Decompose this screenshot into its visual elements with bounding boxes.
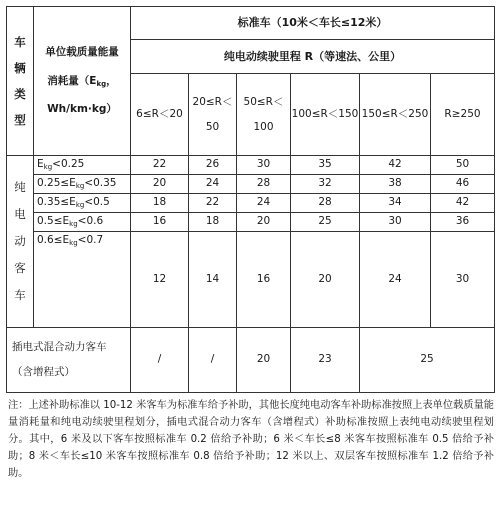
subsidy-value: 12 [131,232,189,328]
range-column-header [431,74,495,156]
energy-range-sub: kg [75,201,85,210]
subsidy-value: 18 [131,194,189,213]
subsidy-table [6,6,495,393]
range-col-text: 6≤R＜20 [136,107,183,120]
range-column-header [360,74,431,156]
subsidy-value: 16 [237,232,291,328]
vehicle-type-char: 车 [14,35,26,49]
phev-label: 插电式混合动力客车 [12,340,107,353]
range-col-text: 20≤R＜ [192,96,233,109]
subsidy-value: 30 [360,213,431,232]
energy-range-cell [34,156,131,175]
range-col-text: R≥250 [444,107,481,120]
subsidy-value: 24 [237,194,291,213]
subsidy-value: 20 [291,232,360,328]
subsidy-value: 32 [291,175,360,194]
table-row [7,194,495,213]
range-col-text: 50≤R＜ [243,96,284,109]
phev-label-cell [7,328,131,393]
range-col-text: 100≤R＜150 [291,107,359,120]
subsidy-value: 20 [237,328,291,393]
phev-label-sub: （含增程式） [12,366,75,378]
energy-range-cell [34,175,131,194]
energy-range-text: E [37,158,44,171]
table-row [7,175,495,194]
vehicle-type-char: 类 [14,87,26,101]
range-col-text: 50 [205,120,220,133]
subsidy-value: 25 [291,213,360,232]
energy-label-comma: ， [106,74,117,87]
range-column-header [237,74,291,156]
bev-type-char: 电 [14,207,26,221]
subsidy-value: 25 [360,328,495,393]
subsidy-value: 23 [291,328,360,393]
energy-range-sub: kg [69,220,78,229]
standard-vehicle-header: 标准车（10米＜车长≤12米） [131,7,495,40]
vehicle-type-char: 型 [14,113,26,127]
energy-range-text: 0.6≤E [37,234,70,246]
energy-range-text: 0.5≤E [37,215,70,228]
subsidy-value: 35 [291,156,360,175]
energy-range-cell [34,213,131,232]
energy-range-cell [34,194,131,213]
subsidy-value: 36 [431,213,495,232]
subsidy-value: 38 [360,175,431,194]
footnote: 注：上述补助标准以 10-12 米客车为标准车给予补助，其他长度纯电动客车补助标准按照上表单位载质量能量消耗量和纯电动续驶里程划分，插电式混合动力客车（含增程式）补助标准按照上表纯电动续驶里程划分。其中，6 米及以下客车按照标准车 0.2 倍给予补助；6 米＜车长≤8 米客车按照标准车 0.5 倍给予补助；8 米＜车长≤10 米客车按照标准车 0.8 倍给予补助；12 米以上、双层客车按照标准车 1.2 倍给予补助。 [8,400,494,479]
energy-range-text: <0.25 [52,158,85,171]
subsidy-value: 18 [189,213,237,232]
energy-range-text: <0.7 [77,234,104,246]
energy-label-sub: kg [96,79,107,88]
energy-range-sub: kg [69,239,78,247]
subsidy-value: 20 [131,175,189,194]
subsidy-value: / [131,328,189,393]
energy-label-line2: 消耗量（E [47,74,97,87]
energy-range-text: <0.6 [77,215,104,228]
subsidy-value: 24 [360,232,431,328]
subsidy-value: 42 [431,194,495,213]
table-row [7,213,495,232]
vehicle-type-header [7,7,34,156]
subsidy-value: / [189,328,237,393]
subsidy-value: 28 [291,194,360,213]
energy-range-text: <0.5 [84,196,110,209]
table-row [7,156,495,175]
subsidy-document [6,6,494,482]
subsidy-value: 20 [237,213,291,232]
energy-range-sub: kg [75,182,85,191]
vehicle-type-char: 辆 [14,61,26,75]
energy-consumption-header [34,7,131,156]
bev-type-char: 客 [14,261,26,275]
range-col-text: 100 [253,120,274,133]
subsidy-value: 26 [189,156,237,175]
subsidy-value: 34 [360,194,431,213]
range-column-header [291,74,360,156]
subsidy-value: 28 [237,175,291,194]
range-col-text: 150≤R＜250 [361,107,429,120]
subsidy-value: 30 [237,156,291,175]
subsidy-value: 42 [360,156,431,175]
bev-type-char: 动 [14,234,26,248]
range-header: 纯电动续驶里程 R（等速法、公里） [131,40,495,74]
range-column-header [189,74,237,156]
energy-label-line1: 单位载质量能量 [45,46,119,59]
subsidy-value: 16 [131,213,189,232]
table-row [7,328,495,393]
energy-label-unit: Wh/km·kg） [47,103,117,116]
energy-range-text: 0.35≤E [37,196,76,209]
energy-range-cell [34,232,131,328]
table-row [7,232,495,328]
subsidy-value: 24 [189,175,237,194]
subsidy-value: 22 [131,156,189,175]
subsidy-value: 22 [189,194,237,213]
subsidy-value: 46 [431,175,495,194]
subsidy-value: 50 [431,156,495,175]
subsidy-value: 30 [431,232,495,328]
energy-range-text: <0.35 [84,177,117,190]
energy-range-sub: kg [43,163,53,172]
range-column-header [131,74,189,156]
bev-type-cell [7,156,34,328]
bev-type-char: 纯 [14,180,26,194]
bev-type-char: 车 [14,288,26,302]
energy-range-text: 0.25≤E [37,177,76,190]
subsidy-value: 14 [189,232,237,328]
